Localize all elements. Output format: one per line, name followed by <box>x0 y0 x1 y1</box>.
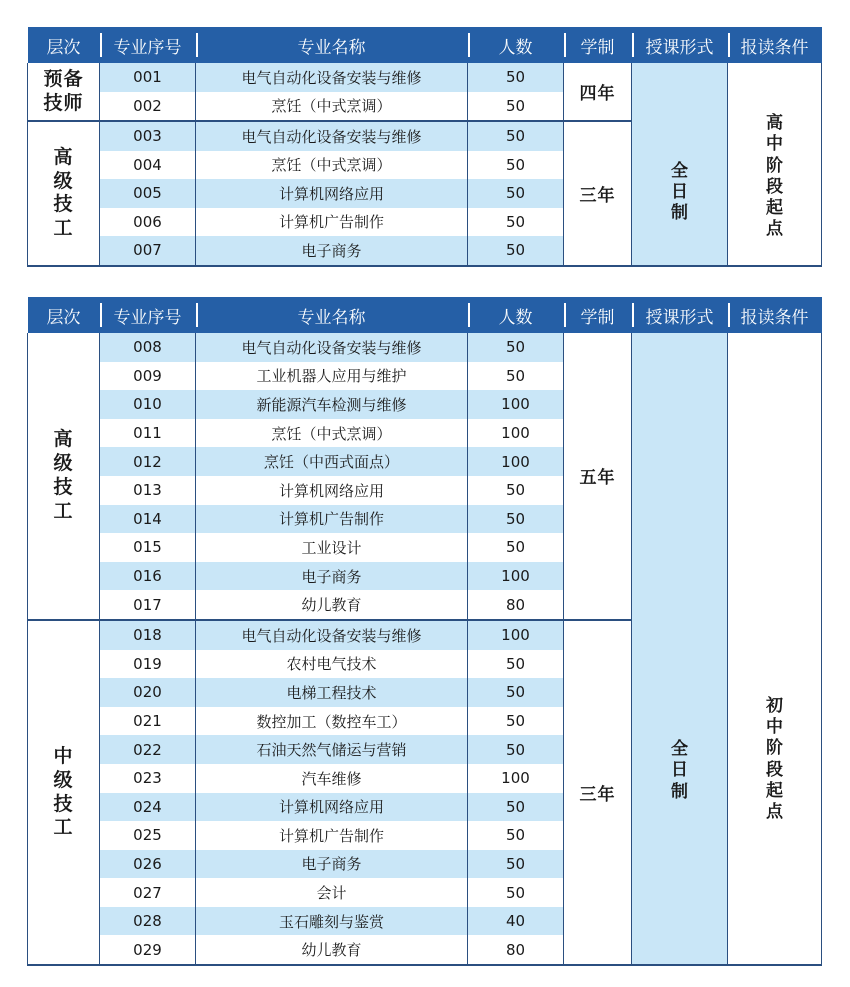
teaching-mode-label: 全日制 <box>671 160 688 224</box>
major-name: 幼儿教育 <box>196 590 468 620</box>
enroll-count: 50 <box>468 821 564 850</box>
enrollment-table-high-school <box>27 27 822 267</box>
enroll-count: 50 <box>468 236 564 266</box>
major-seq: 025 <box>100 821 196 850</box>
duration-cell: 三年 <box>564 620 632 965</box>
enroll-count: 40 <box>468 907 564 936</box>
enroll-count: 50 <box>468 92 564 122</box>
enroll-count: 50 <box>468 179 564 208</box>
enroll-count: 50 <box>468 362 564 391</box>
enroll-count: 50 <box>468 505 564 534</box>
teaching-mode-cell <box>632 333 728 965</box>
major-name: 电子商务 <box>196 850 468 879</box>
major-name: 电子商务 <box>196 236 468 266</box>
header-level: 层次 <box>28 297 100 333</box>
level-label: 高级技工 <box>53 145 74 239</box>
enroll-count: 50 <box>468 707 564 736</box>
enroll-count: 50 <box>468 63 564 92</box>
major-name: 电气自动化设备安装与维修 <box>196 620 468 650</box>
major-seq: 013 <box>100 476 196 505</box>
major-seq: 026 <box>100 850 196 879</box>
major-name: 烹饪（中式烹调） <box>196 419 468 448</box>
major-seq: 006 <box>100 208 196 237</box>
requirement-label: 初中阶段起点 <box>766 695 783 823</box>
level-label: 高级技工 <box>53 428 74 522</box>
major-name: 烹饪（中式烹调） <box>196 92 468 122</box>
header-duration: 学制 <box>564 297 632 333</box>
enroll-count: 50 <box>468 793 564 822</box>
duration-cell: 四年 <box>564 63 632 121</box>
level-label: 预备技师 <box>43 67 84 114</box>
enroll-count: 50 <box>468 650 564 679</box>
header-major-name: 专业名称 <box>196 297 468 333</box>
table2-body <box>28 333 822 965</box>
duration-cell: 五年 <box>564 333 632 620</box>
major-seq: 007 <box>100 236 196 266</box>
header-requirement: 报读条件 <box>728 297 822 333</box>
major-name: 电气自动化设备安装与维修 <box>196 121 468 151</box>
enroll-count: 100 <box>468 764 564 793</box>
major-seq: 019 <box>100 650 196 679</box>
major-seq: 018 <box>100 620 196 650</box>
enroll-count: 50 <box>468 878 564 907</box>
major-name: 石油天然气储运与营销 <box>196 735 468 764</box>
requirement-label: 高中阶段起点 <box>766 113 783 240</box>
header-count: 人数 <box>468 27 564 63</box>
enroll-count: 80 <box>468 590 564 620</box>
enroll-count: 50 <box>468 678 564 707</box>
table-row <box>28 63 822 92</box>
major-seq: 004 <box>100 151 196 180</box>
teaching-mode-label: 全日制 <box>671 739 688 802</box>
major-seq: 021 <box>100 707 196 736</box>
major-seq: 008 <box>100 333 196 362</box>
major-name: 计算机网络应用 <box>196 793 468 822</box>
enrollment-table-junior-high <box>27 297 822 966</box>
header-level: 层次 <box>28 27 100 63</box>
enroll-count: 50 <box>468 735 564 764</box>
major-seq: 023 <box>100 764 196 793</box>
header-teaching-mode: 授课形式 <box>632 297 728 333</box>
major-name: 工业设计 <box>196 533 468 562</box>
enroll-count: 100 <box>468 620 564 650</box>
major-seq: 014 <box>100 505 196 534</box>
requirement-cell <box>728 333 822 965</box>
table-header-row <box>28 27 822 63</box>
level-cell <box>28 121 100 266</box>
major-seq: 010 <box>100 390 196 419</box>
duration-cell: 三年 <box>564 121 632 266</box>
major-name: 玉石雕刻与鉴赏 <box>196 907 468 936</box>
major-name: 烹饪（中式烹调） <box>196 151 468 180</box>
enroll-count: 50 <box>468 533 564 562</box>
major-seq: 028 <box>100 907 196 936</box>
major-seq: 027 <box>100 878 196 907</box>
header-seq: 专业序号 <box>100 27 196 63</box>
header-seq: 专业序号 <box>100 297 196 333</box>
major-seq: 020 <box>100 678 196 707</box>
major-name: 烹饪（中西式面点） <box>196 447 468 476</box>
major-seq: 001 <box>100 63 196 92</box>
enroll-count: 50 <box>468 333 564 362</box>
table-row <box>28 333 822 362</box>
enroll-count: 100 <box>468 419 564 448</box>
major-name: 会计 <box>196 878 468 907</box>
header-count: 人数 <box>468 297 564 333</box>
major-name: 计算机广告制作 <box>196 208 468 237</box>
major-name: 电梯工程技术 <box>196 678 468 707</box>
major-seq: 022 <box>100 735 196 764</box>
major-seq: 016 <box>100 562 196 591</box>
major-name: 新能源汽车检测与维修 <box>196 390 468 419</box>
major-seq: 017 <box>100 590 196 620</box>
major-seq: 029 <box>100 935 196 965</box>
major-seq: 015 <box>100 533 196 562</box>
enroll-count: 80 <box>468 935 564 965</box>
table-header-row <box>28 297 822 333</box>
major-name: 计算机广告制作 <box>196 505 468 534</box>
major-seq: 024 <box>100 793 196 822</box>
level-cell <box>28 63 100 121</box>
enroll-count: 100 <box>468 447 564 476</box>
enroll-count: 100 <box>468 562 564 591</box>
major-seq: 011 <box>100 419 196 448</box>
enroll-count: 50 <box>468 850 564 879</box>
major-seq: 003 <box>100 121 196 151</box>
major-name: 电子商务 <box>196 562 468 591</box>
header-duration: 学制 <box>564 27 632 63</box>
major-seq: 012 <box>100 447 196 476</box>
teaching-mode-cell <box>632 63 728 266</box>
major-name: 汽车维修 <box>196 764 468 793</box>
major-name: 计算机广告制作 <box>196 821 468 850</box>
enroll-count: 50 <box>468 151 564 180</box>
major-name: 计算机网络应用 <box>196 476 468 505</box>
enroll-count: 100 <box>468 390 564 419</box>
major-name: 农村电气技术 <box>196 650 468 679</box>
enroll-count: 50 <box>468 121 564 151</box>
major-name: 计算机网络应用 <box>196 179 468 208</box>
requirement-cell <box>728 63 822 266</box>
major-seq: 005 <box>100 179 196 208</box>
level-cell <box>28 333 100 620</box>
major-name: 幼儿教育 <box>196 935 468 965</box>
major-seq: 009 <box>100 362 196 391</box>
enroll-count: 50 <box>468 208 564 237</box>
level-cell <box>28 620 100 965</box>
major-name: 数控加工（数控车工） <box>196 707 468 736</box>
major-name: 电气自动化设备安装与维修 <box>196 333 468 362</box>
header-requirement: 报读条件 <box>728 27 822 63</box>
table1-body <box>28 63 822 266</box>
major-seq: 002 <box>100 92 196 122</box>
header-teaching-mode: 授课形式 <box>632 27 728 63</box>
major-name: 电气自动化设备安装与维修 <box>196 63 468 92</box>
level-label: 中级技工 <box>53 745 74 839</box>
enroll-count: 50 <box>468 476 564 505</box>
major-name: 工业机器人应用与维护 <box>196 362 468 391</box>
header-major-name: 专业名称 <box>196 27 468 63</box>
